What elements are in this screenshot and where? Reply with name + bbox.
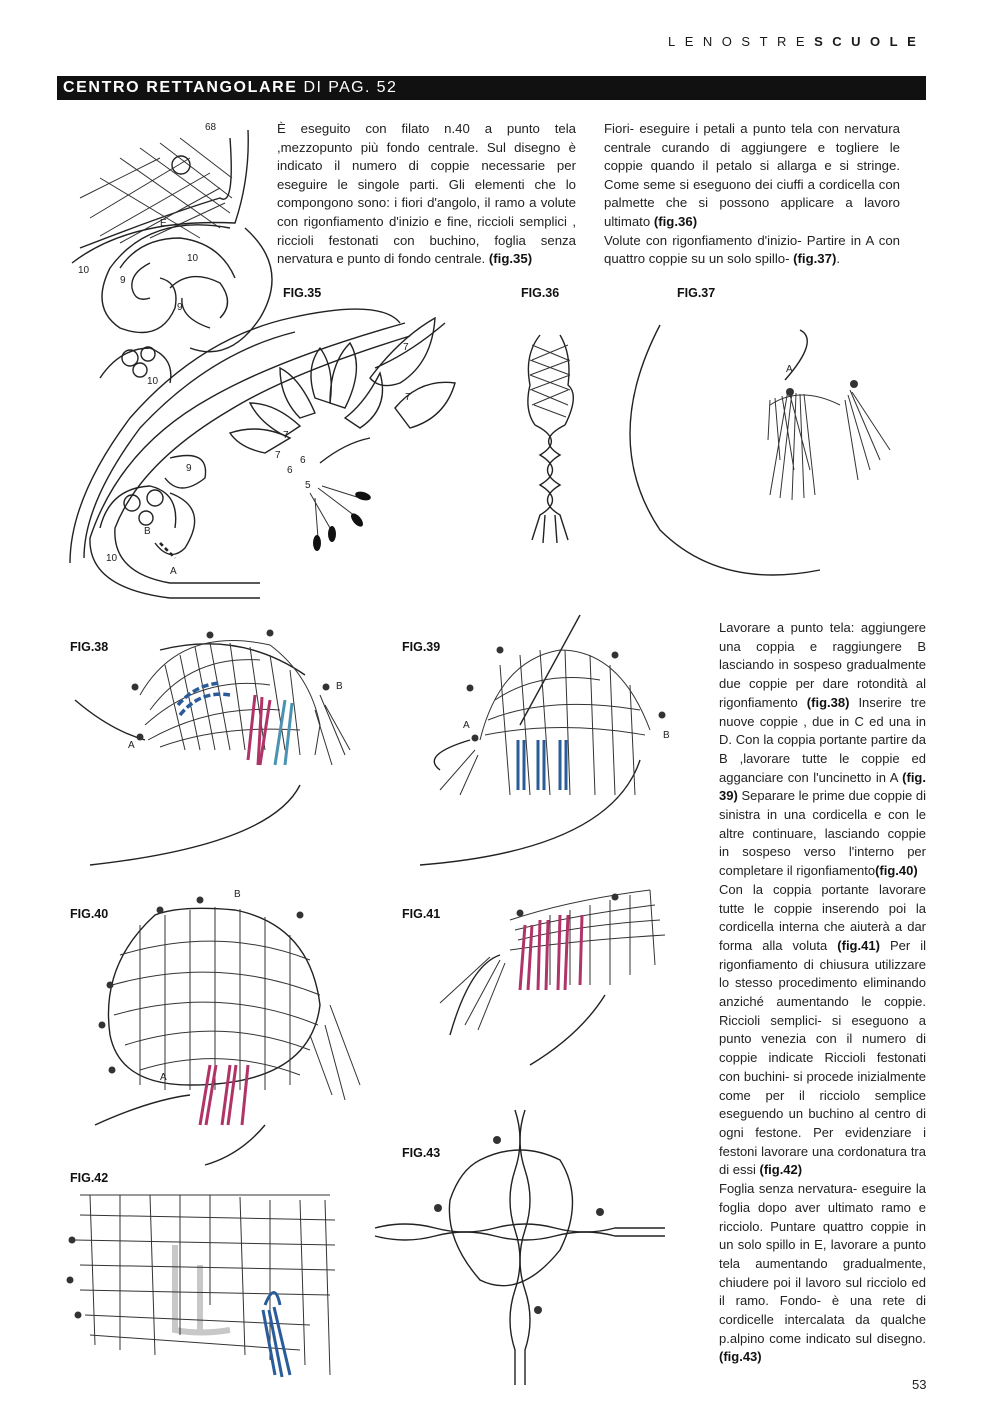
instr-p3: Separare le prime due coppie di sinistra in una cordicella e con le altre continuare, lasciando coppie in sospeso verso l'interno per completare il rigonfiamento xyxy=(719,788,926,879)
fig42-drawing xyxy=(60,1185,355,1390)
fig35-branch xyxy=(70,309,410,598)
fig38-label-b: B xyxy=(336,681,343,692)
instr-p1-ref: (fig.38) xyxy=(806,694,850,710)
label-7-c: 7 xyxy=(283,430,289,441)
running-header xyxy=(668,34,925,49)
fig42-label: FIG.42 xyxy=(70,1171,109,1185)
label-10-bottom: 10 xyxy=(106,553,118,564)
fig38-label-a: A xyxy=(128,740,135,751)
label-68: 68 xyxy=(205,122,217,133)
label-b: B xyxy=(144,526,151,537)
instr-p5-ref: (fig.42) xyxy=(759,1162,803,1178)
fig39-label-a: A xyxy=(463,720,470,731)
fig39-label-b: B xyxy=(663,730,670,741)
page-title xyxy=(63,79,397,97)
fig35-grid xyxy=(72,130,248,263)
fiori-ref: (fig.36) xyxy=(653,213,698,229)
fig35-seed-tufts xyxy=(310,486,372,551)
fig35-drawing xyxy=(60,118,470,603)
fig37-label-a: A xyxy=(786,364,793,375)
instr-p5: Per il rigonfiamento di chiusura utilizzare lo stesso procedimento eliminando anziché aumentando le coppie. Riccioli semplici- si eseguono a punto venezia con il numero di coppie indicate Riccioli festonati con buchini- si procede inizialmente come per il ricciolo semplice eseguendo un buchino al centro di ogni festone. Per evidenziare i festoni lavorare una cordonatura tra di essi xyxy=(719,937,926,1178)
fiori-text: Fiori- eseguire i petali a punto tela con nervatura centrale curando di aggiungere e togliere le coppie quando il petalo si allarga e si stringe. Come seme si eseguono dei ciuffi a cordicella con palmette che si possono applicare a lavoro ultimato xyxy=(604,121,900,229)
fig38-drawing xyxy=(70,615,360,870)
fig37-drawing xyxy=(620,320,910,590)
instr-p2-ref: (fig. 39) xyxy=(719,769,926,804)
title-main: CENTRO RETTANGOLARE xyxy=(63,79,298,96)
instr-p2: Inserire tre nuove coppie , due in C ed una in D. Con la coppia portante partire da B ,lavorare tutte le coppie ed agganciare con l'uncinetto in A xyxy=(719,694,926,785)
fig35-scroll xyxy=(102,225,272,352)
fig41-label: FIG.41 xyxy=(402,907,441,921)
instructions-column xyxy=(719,619,926,1367)
fig38-label: FIG.38 xyxy=(70,640,109,654)
fig40-label: FIG.40 xyxy=(70,907,109,921)
running-header-bold: SCUOLE xyxy=(814,34,926,49)
intro-ref: (fig.35) xyxy=(488,251,533,267)
label-5: 5 xyxy=(305,480,311,491)
fig35-leaves xyxy=(230,318,455,463)
volute-ref: (fig.37) xyxy=(793,251,837,267)
fig36-drawing xyxy=(510,325,590,550)
fig37-label: FIG.37 xyxy=(677,286,716,300)
label-9-a: 9 xyxy=(120,275,126,286)
label-7-b: 7 xyxy=(405,392,411,403)
instr-p6: Foglia senza nervatura- eseguire la foglia dopo aver ultimato ramo e ricciolo. Puntare quattro coppie in un solo spillo in E, lavorare a punto tela aumentando gradualmente, chiudere poi il lavoro sul ricciolo ed il ramo. Fondo- è una rete di cordicelle intercalata da qualche p.alpino come indicato sul disegno. xyxy=(719,1181,926,1346)
fiori-paragraph: Fiori- eseguire i petali a punto tela con nervatura centrale curando di aggiungere e togliere le coppie quando il petalo si allarga e si stringe. Come seme si eseguono dei ciuffi a cordicella con palmette che si possono applicare a lavoro ultimato (fig.36) Volute con rigonfiamento d'inizio- Partire in A con quattro coppie su un solo spillo- (fig.37). xyxy=(604,121,900,267)
title-sub: DI PAG. 52 xyxy=(303,79,398,96)
label-10-flower: 10 xyxy=(147,376,159,387)
fig40-label-a: A xyxy=(160,1072,167,1083)
label-9-b: 9 xyxy=(177,302,183,313)
instr-p6-ref: (fig.43) xyxy=(719,1349,762,1365)
title-banner xyxy=(57,76,926,100)
fig39-drawing xyxy=(400,610,690,880)
fig43-label: FIG.43 xyxy=(402,1146,441,1160)
fig40-drawing xyxy=(70,885,370,1175)
label-6-b: 6 xyxy=(287,465,293,476)
label-7-d: 7 xyxy=(275,450,281,461)
fig39-label: FIG.39 xyxy=(402,640,441,654)
fig41-drawing xyxy=(410,885,690,1080)
label-a: A xyxy=(170,566,177,577)
page-number: 53 xyxy=(912,1377,927,1392)
fig43-drawing xyxy=(370,1100,670,1390)
label-10-scroll: 10 xyxy=(187,253,199,264)
instr-p4-ref: (fig.41) xyxy=(837,937,880,953)
fig36-label: FIG.36 xyxy=(521,286,560,300)
running-header-prefix: LENOSTRE xyxy=(668,34,815,49)
label-9-c: 9 xyxy=(186,463,192,474)
instr-p4: Con la coppia portante lavorare tutte le coppie inserendo poi la cordicella interna che aiuterà a dar forma alla voluta xyxy=(719,881,926,953)
instr-p1: Lavorare a punto tela: aggiungere una coppia e raggiungere B lasciando in sospeso gradualmente due coppie per dare rotondità al rigonfiamento xyxy=(719,620,926,710)
label-6-a: 6 xyxy=(300,455,306,466)
label-10-left: 10 xyxy=(78,265,90,276)
fig40-label-b: B xyxy=(234,889,241,900)
fig35-label: FIG.35 xyxy=(283,286,322,300)
instr-p3-ref: (fig.40) xyxy=(875,863,918,879)
intro-text: È eseguito con filato n.40 a punto tela ,mezzopunto più fondo centrale. Sul disegno è indicato il numero di coppie necessarie per eseguire le singole parti. Gli elementi che lo compongono sono: i fiori d'angolo, il ramo a volute con rigonfiamento d'inizio e fine, riccioli semplici , riccioli festonati con buchino, foglia senza nervatura e punto di fondo centrale. xyxy=(277,121,576,267)
volute-text: Volute con rigonfiamento d'inizio- Partire in A con quattro coppie su un solo spillo- xyxy=(604,232,900,267)
label-e: E xyxy=(160,218,167,229)
label-7-a: 7 xyxy=(403,342,409,353)
